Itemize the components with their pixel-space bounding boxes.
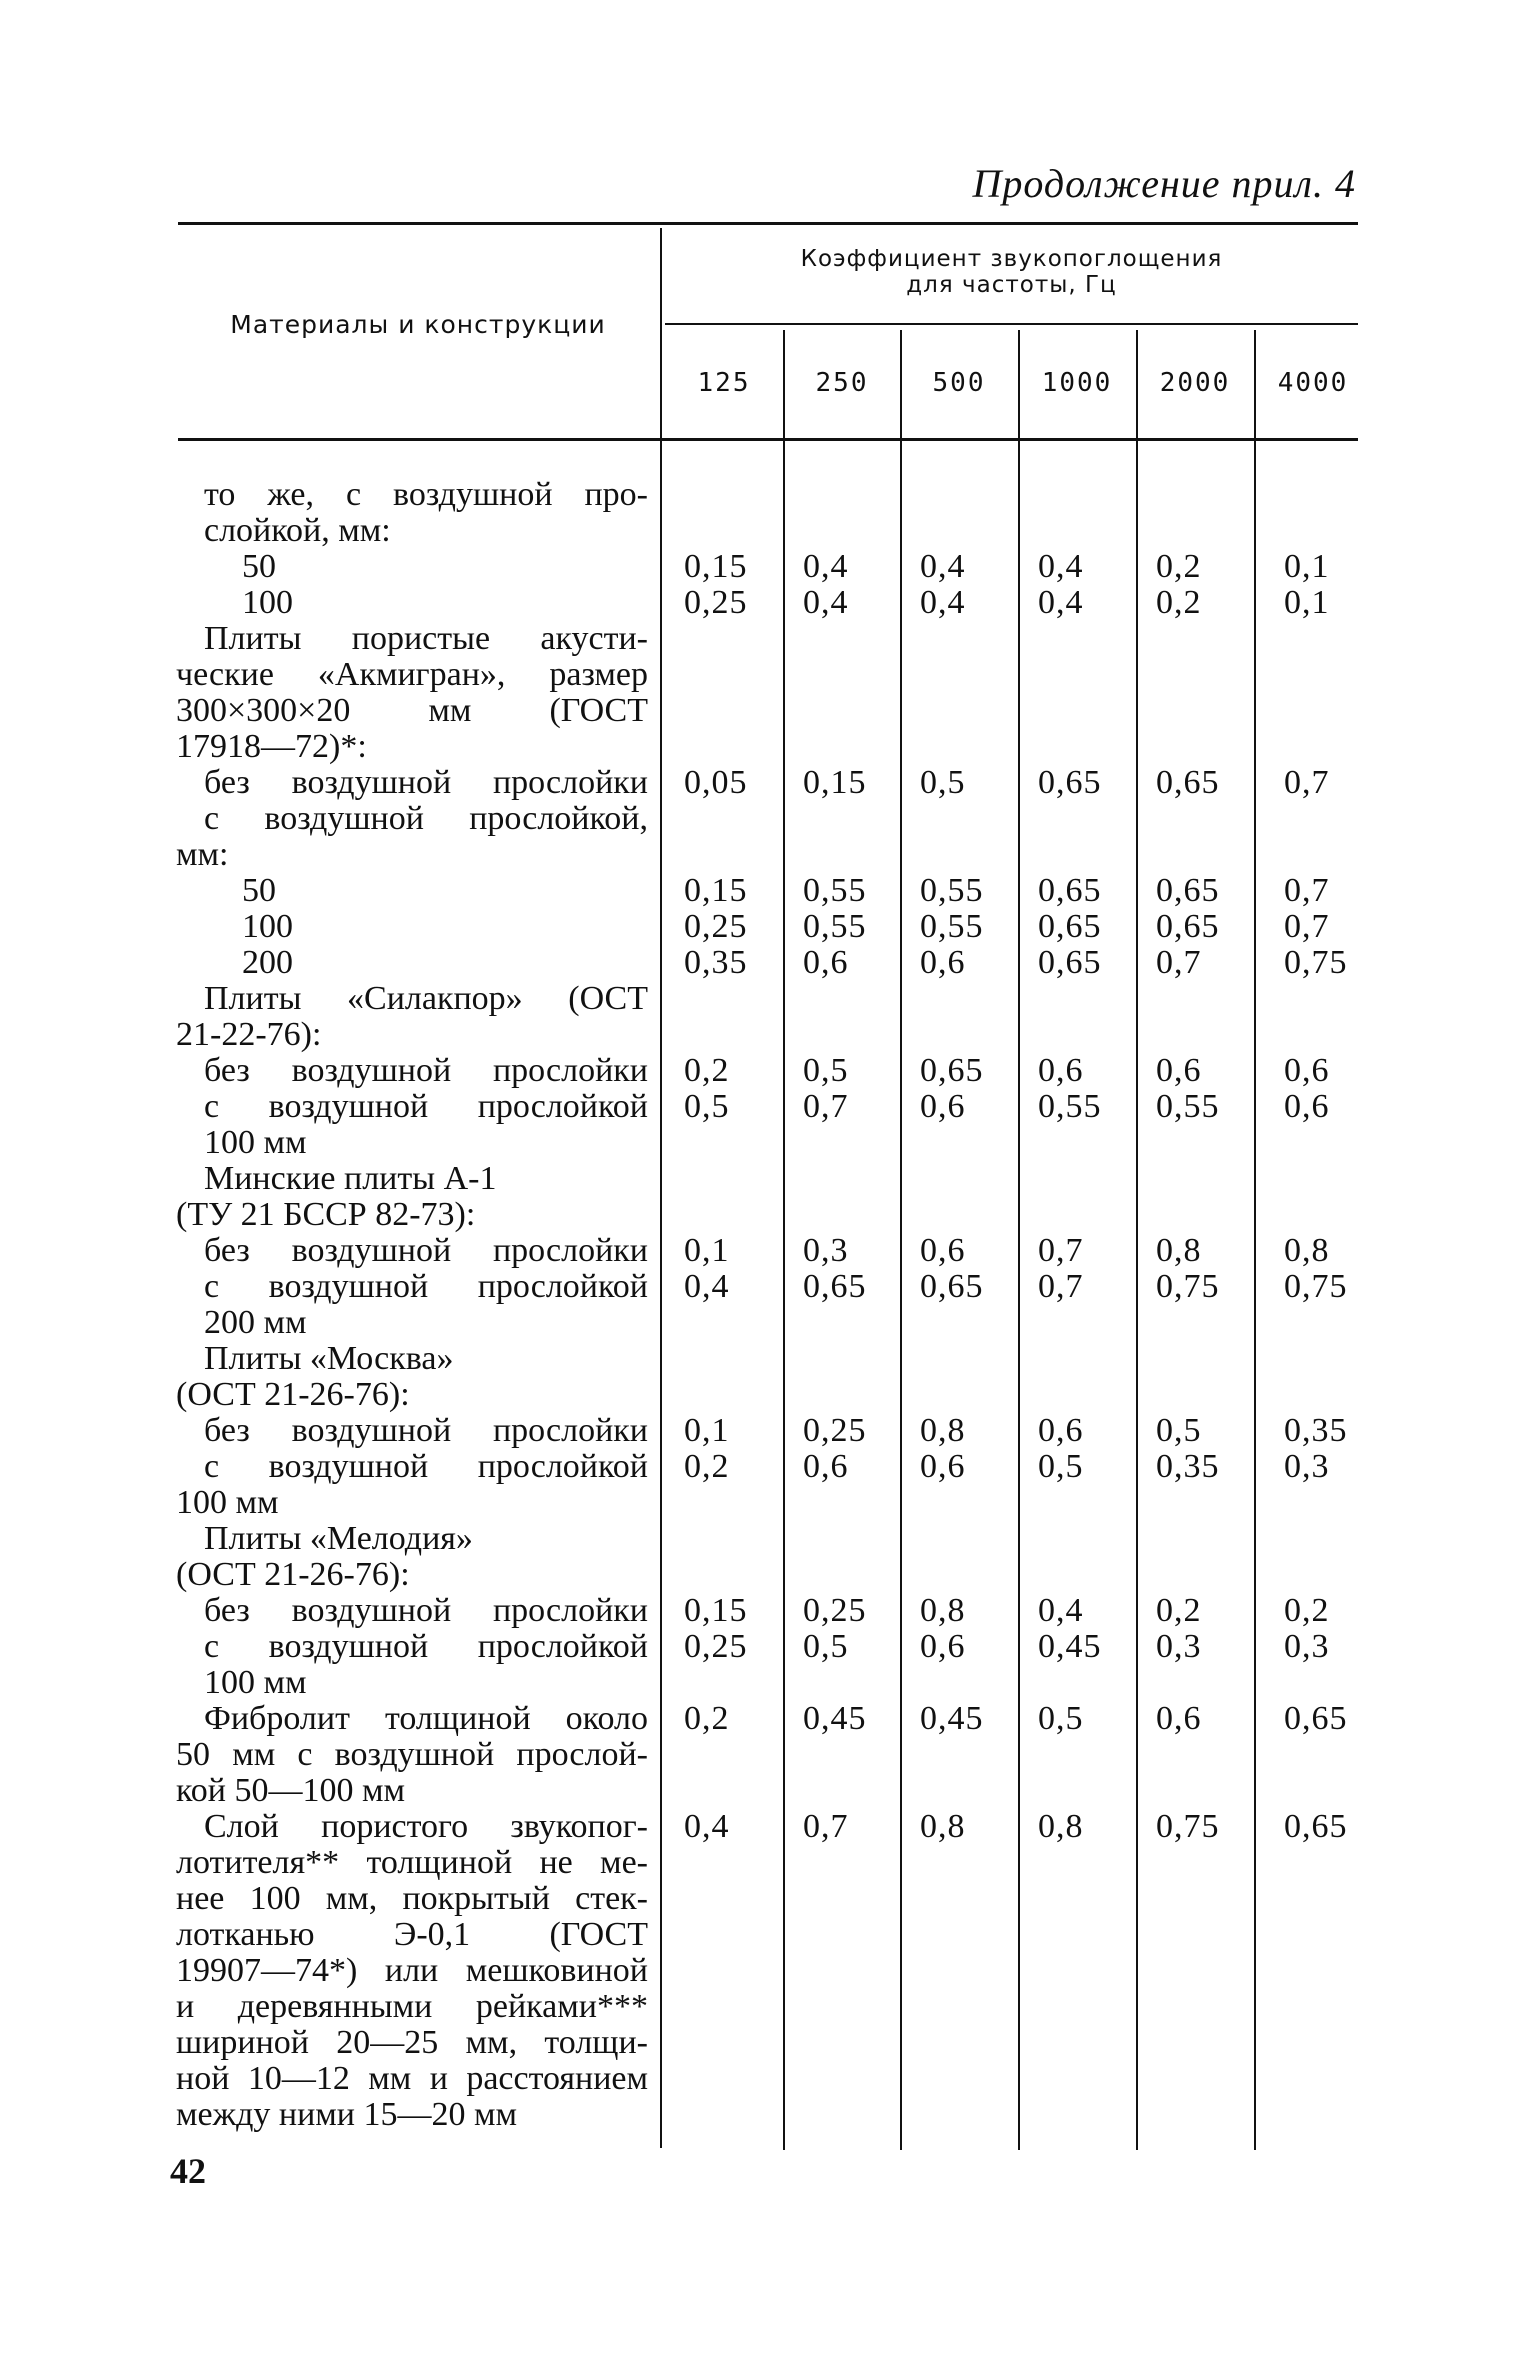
- material-line: без воздушной прослойки: [204, 1592, 648, 1629]
- coefficient-value-1000: 0,4: [1038, 1592, 1084, 1629]
- material-line: 21-22-76):: [176, 1016, 322, 1053]
- header-frequency-1000: 1000: [1041, 368, 1113, 398]
- material-line: Фибролит толщиной около: [204, 1700, 648, 1737]
- coefficient-value-2000: 0,75: [1156, 1808, 1220, 1845]
- coefficient-value-4000: 0,1: [1284, 548, 1330, 585]
- coefficient-value-250: 0,55: [803, 908, 867, 945]
- coefficient-value-500: 0,5: [920, 764, 966, 801]
- coefficient-value-125: 0,15: [684, 872, 748, 909]
- coefficient-value-500: 0,6: [920, 1232, 966, 1269]
- material-line: между ними 15—20 мм: [176, 2096, 518, 2133]
- coefficient-value-4000: 0,2: [1284, 1592, 1330, 1629]
- coefficient-value-1000: 0,7: [1038, 1268, 1084, 1305]
- coefficient-value-125: 0,2: [684, 1448, 730, 1485]
- coefficient-value-2000: 0,55: [1156, 1088, 1220, 1125]
- header-frequency-125: 125: [697, 368, 751, 398]
- coefficient-value-125: 0,1: [684, 1232, 730, 1269]
- coefficient-value-4000: 0,7: [1284, 764, 1330, 801]
- coefficient-value-2000: 0,5: [1156, 1412, 1202, 1449]
- column-rule-500: [900, 330, 902, 2150]
- coefficient-value-250: 0,6: [803, 1448, 849, 1485]
- coefficient-value-1000: 0,6: [1038, 1412, 1084, 1449]
- material-line: шириной 20—25 мм, толщи-: [176, 2024, 648, 2061]
- column-rule-4000: [1254, 330, 1256, 2150]
- coefficient-value-250: 0,65: [803, 1268, 867, 1305]
- coefficient-value-125: 0,25: [684, 908, 748, 945]
- coefficient-value-500: 0,45: [920, 1700, 984, 1737]
- coefficient-value-4000: 0,75: [1284, 944, 1348, 981]
- coefficient-value-4000: 0,7: [1284, 908, 1330, 945]
- coefficient-value-500: 0,65: [920, 1052, 984, 1089]
- coefficient-value-2000: 0,35: [1156, 1448, 1220, 1485]
- coefficient-value-2000: 0,65: [1156, 908, 1220, 945]
- coefficient-value-500: 0,6: [920, 1088, 966, 1125]
- header-frequency-4000: 4000: [1277, 368, 1349, 398]
- coefficient-value-1000: 0,55: [1038, 1088, 1102, 1125]
- material-line: лотителя** толщиной не ме-: [176, 1844, 648, 1881]
- material-line: нее 100 мм, покрытый стек-: [176, 1880, 648, 1917]
- coefficient-value-4000: 0,3: [1284, 1448, 1330, 1485]
- coefficient-value-500: 0,55: [920, 872, 984, 909]
- coefficient-value-125: 0,1: [684, 1412, 730, 1449]
- material-line: с воздушной прослойкой: [204, 1448, 648, 1485]
- material-line: то же, с воздушной про-: [204, 476, 648, 513]
- coefficient-value-125: 0,2: [684, 1052, 730, 1089]
- material-line: Плиты «Мелодия»: [204, 1520, 473, 1557]
- material-line: с воздушной прослойкой: [204, 1628, 648, 1665]
- coefficient-value-250: 0,3: [803, 1232, 849, 1269]
- material-line: (ОСТ 21-26-76):: [176, 1376, 410, 1413]
- page-number: 42: [170, 2151, 206, 2191]
- material-line: ческие «Акмигран», размер: [176, 656, 648, 693]
- coefficient-value-4000: 0,65: [1284, 1808, 1348, 1845]
- coefficient-value-125: 0,25: [684, 584, 748, 621]
- material-line: Плиты пористые акусти-: [204, 620, 648, 657]
- column-rule-250: [783, 330, 785, 2150]
- material-line: и деревянными рейками***: [176, 1988, 648, 2025]
- coefficient-value-250: 0,5: [803, 1052, 849, 1089]
- coefficient-value-125: 0,4: [684, 1268, 730, 1305]
- material-line: Слой пористого звукопог-: [204, 1808, 648, 1845]
- coefficient-value-4000: 0,6: [1284, 1088, 1330, 1125]
- coefficient-value-500: 0,55: [920, 908, 984, 945]
- material-line: 50: [242, 872, 276, 909]
- coefficient-value-4000: 0,35: [1284, 1412, 1348, 1449]
- material-line: слойкой, мм:: [204, 512, 391, 549]
- header-bottom-rule: [178, 438, 1358, 441]
- header-materials: Материалы и конструкции: [230, 310, 606, 339]
- coefficient-value-1000: 0,65: [1038, 872, 1102, 909]
- coefficient-value-2000: 0,3: [1156, 1628, 1202, 1665]
- coefficient-value-4000: 0,1: [1284, 584, 1330, 621]
- material-line: 300×300×20 мм (ГОСТ: [176, 692, 648, 729]
- material-line: без воздушной прослойки: [204, 1232, 648, 1269]
- material-line: с воздушной прослойкой: [204, 1088, 648, 1125]
- material-line: лотканью Э-0,1 (ГОСТ: [176, 1916, 648, 1953]
- material-line: мм:: [176, 836, 229, 873]
- coefficient-value-1000: 0,6: [1038, 1052, 1084, 1089]
- material-line: 19907—74*) или мешковиной: [176, 1952, 648, 1989]
- coefficient-value-2000: 0,6: [1156, 1700, 1202, 1737]
- coefficient-value-125: 0,4: [684, 1808, 730, 1845]
- coefficient-value-4000: 0,3: [1284, 1628, 1330, 1665]
- material-line: (ТУ 21 БССР 82-73):: [176, 1196, 476, 1233]
- coefficient-value-1000: 0,8: [1038, 1808, 1084, 1845]
- coefficient-value-500: 0,65: [920, 1268, 984, 1305]
- coefficient-value-2000: 0,8: [1156, 1232, 1202, 1269]
- coefficient-value-125: 0,15: [684, 1592, 748, 1629]
- coefficient-value-4000: 0,65: [1284, 1700, 1348, 1737]
- coefficient-value-500: 0,6: [920, 944, 966, 981]
- coefficient-value-1000: 0,4: [1038, 548, 1084, 585]
- column-rule-1000: [1018, 330, 1020, 2150]
- material-line: без воздушной прослойки: [204, 1052, 648, 1089]
- coefficient-value-1000: 0,65: [1038, 764, 1102, 801]
- coefficient-value-2000: 0,65: [1156, 764, 1220, 801]
- material-line: 100 мм: [204, 1664, 307, 1701]
- coefficient-value-250: 0,45: [803, 1700, 867, 1737]
- header-frequency-500: 500: [932, 368, 986, 398]
- coefficient-value-500: 0,6: [920, 1448, 966, 1485]
- coefficient-value-250: 0,25: [803, 1592, 867, 1629]
- coefficient-value-2000: 0,65: [1156, 872, 1220, 909]
- coefficient-value-250: 0,55: [803, 872, 867, 909]
- material-line: Минские плиты А-1: [204, 1160, 497, 1197]
- coefficient-value-125: 0,25: [684, 1628, 748, 1665]
- coefficient-value-500: 0,8: [920, 1412, 966, 1449]
- material-line: с воздушной прослойкой,: [204, 800, 648, 837]
- coefficient-value-125: 0,5: [684, 1088, 730, 1125]
- coefficient-value-250: 0,15: [803, 764, 867, 801]
- coefficient-value-250: 0,7: [803, 1808, 849, 1845]
- header-frequency-2000: 2000: [1159, 368, 1231, 398]
- material-line: 17918—72)*:: [176, 728, 367, 765]
- coefficient-value-500: 0,8: [920, 1592, 966, 1629]
- coefficient-value-1000: 0,4: [1038, 584, 1084, 621]
- coefficient-value-1000: 0,65: [1038, 908, 1102, 945]
- coefficient-value-500: 0,8: [920, 1808, 966, 1845]
- material-line: 50: [242, 548, 276, 585]
- coefficient-value-250: 0,4: [803, 584, 849, 621]
- material-line: 100 мм: [176, 1484, 279, 1521]
- material-line: 100 мм: [204, 1124, 307, 1161]
- material-line: без воздушной прослойки: [204, 764, 648, 801]
- header-mid-rule: [665, 323, 1358, 325]
- material-line: ной 10—12 мм и расстоянием: [176, 2060, 648, 2097]
- material-line: 100: [242, 584, 293, 621]
- coefficient-value-4000: 0,75: [1284, 1268, 1348, 1305]
- header-coefficient-line2: для частоты, Гц: [906, 272, 1117, 298]
- coefficient-value-2000: 0,75: [1156, 1268, 1220, 1305]
- column-rule-materials: [660, 228, 662, 2148]
- coefficient-value-2000: 0,2: [1156, 548, 1202, 585]
- coefficient-value-500: 0,4: [920, 584, 966, 621]
- coefficient-value-125: 0,15: [684, 548, 748, 585]
- coefficient-value-2000: 0,2: [1156, 1592, 1202, 1629]
- material-line: Плиты «Силакпор» (ОСТ: [204, 980, 648, 1017]
- coefficient-value-250: 0,6: [803, 944, 849, 981]
- coefficient-value-2000: 0,2: [1156, 584, 1202, 621]
- table-top-rule: [178, 222, 1358, 225]
- material-line: кой 50—100 мм: [176, 1772, 406, 1809]
- coefficient-value-4000: 0,7: [1284, 872, 1330, 909]
- coefficient-value-125: 0,2: [684, 1700, 730, 1737]
- coefficient-value-4000: 0,8: [1284, 1232, 1330, 1269]
- material-line: 200 мм: [204, 1304, 307, 1341]
- header-coefficient-line1: Коэффициент звукопоглощения: [800, 246, 1223, 272]
- material-line: без воздушной прослойки: [204, 1412, 648, 1449]
- coefficient-value-250: 0,4: [803, 548, 849, 585]
- column-rule-2000: [1136, 330, 1138, 2150]
- coefficient-value-1000: 0,5: [1038, 1448, 1084, 1485]
- material-line: Плиты «Москва»: [204, 1340, 454, 1377]
- coefficient-value-500: 0,6: [920, 1628, 966, 1665]
- coefficient-value-2000: 0,6: [1156, 1052, 1202, 1089]
- material-line: 200: [242, 944, 293, 981]
- coefficient-value-250: 0,25: [803, 1412, 867, 1449]
- coefficient-value-4000: 0,6: [1284, 1052, 1330, 1089]
- material-line: (ОСТ 21-26-76):: [176, 1556, 410, 1593]
- coefficient-value-250: 0,5: [803, 1628, 849, 1665]
- coefficient-value-500: 0,4: [920, 548, 966, 585]
- coefficient-value-1000: 0,7: [1038, 1232, 1084, 1269]
- coefficient-value-1000: 0,5: [1038, 1700, 1084, 1737]
- coefficient-value-1000: 0,65: [1038, 944, 1102, 981]
- coefficient-value-125: 0,35: [684, 944, 748, 981]
- coefficient-value-1000: 0,45: [1038, 1628, 1102, 1665]
- coefficient-value-250: 0,7: [803, 1088, 849, 1125]
- material-line: 100: [242, 908, 293, 945]
- header-frequency-250: 250: [815, 368, 869, 398]
- coefficient-value-125: 0,05: [684, 764, 748, 801]
- material-line: 50 мм с воздушной прослой-: [176, 1736, 648, 1773]
- material-line: с воздушной прослойкой: [204, 1268, 648, 1305]
- coefficient-value-2000: 0,7: [1156, 944, 1202, 981]
- header-coefficient: [665, 246, 1358, 298]
- running-head: Продолжение прил. 4: [972, 161, 1356, 206]
